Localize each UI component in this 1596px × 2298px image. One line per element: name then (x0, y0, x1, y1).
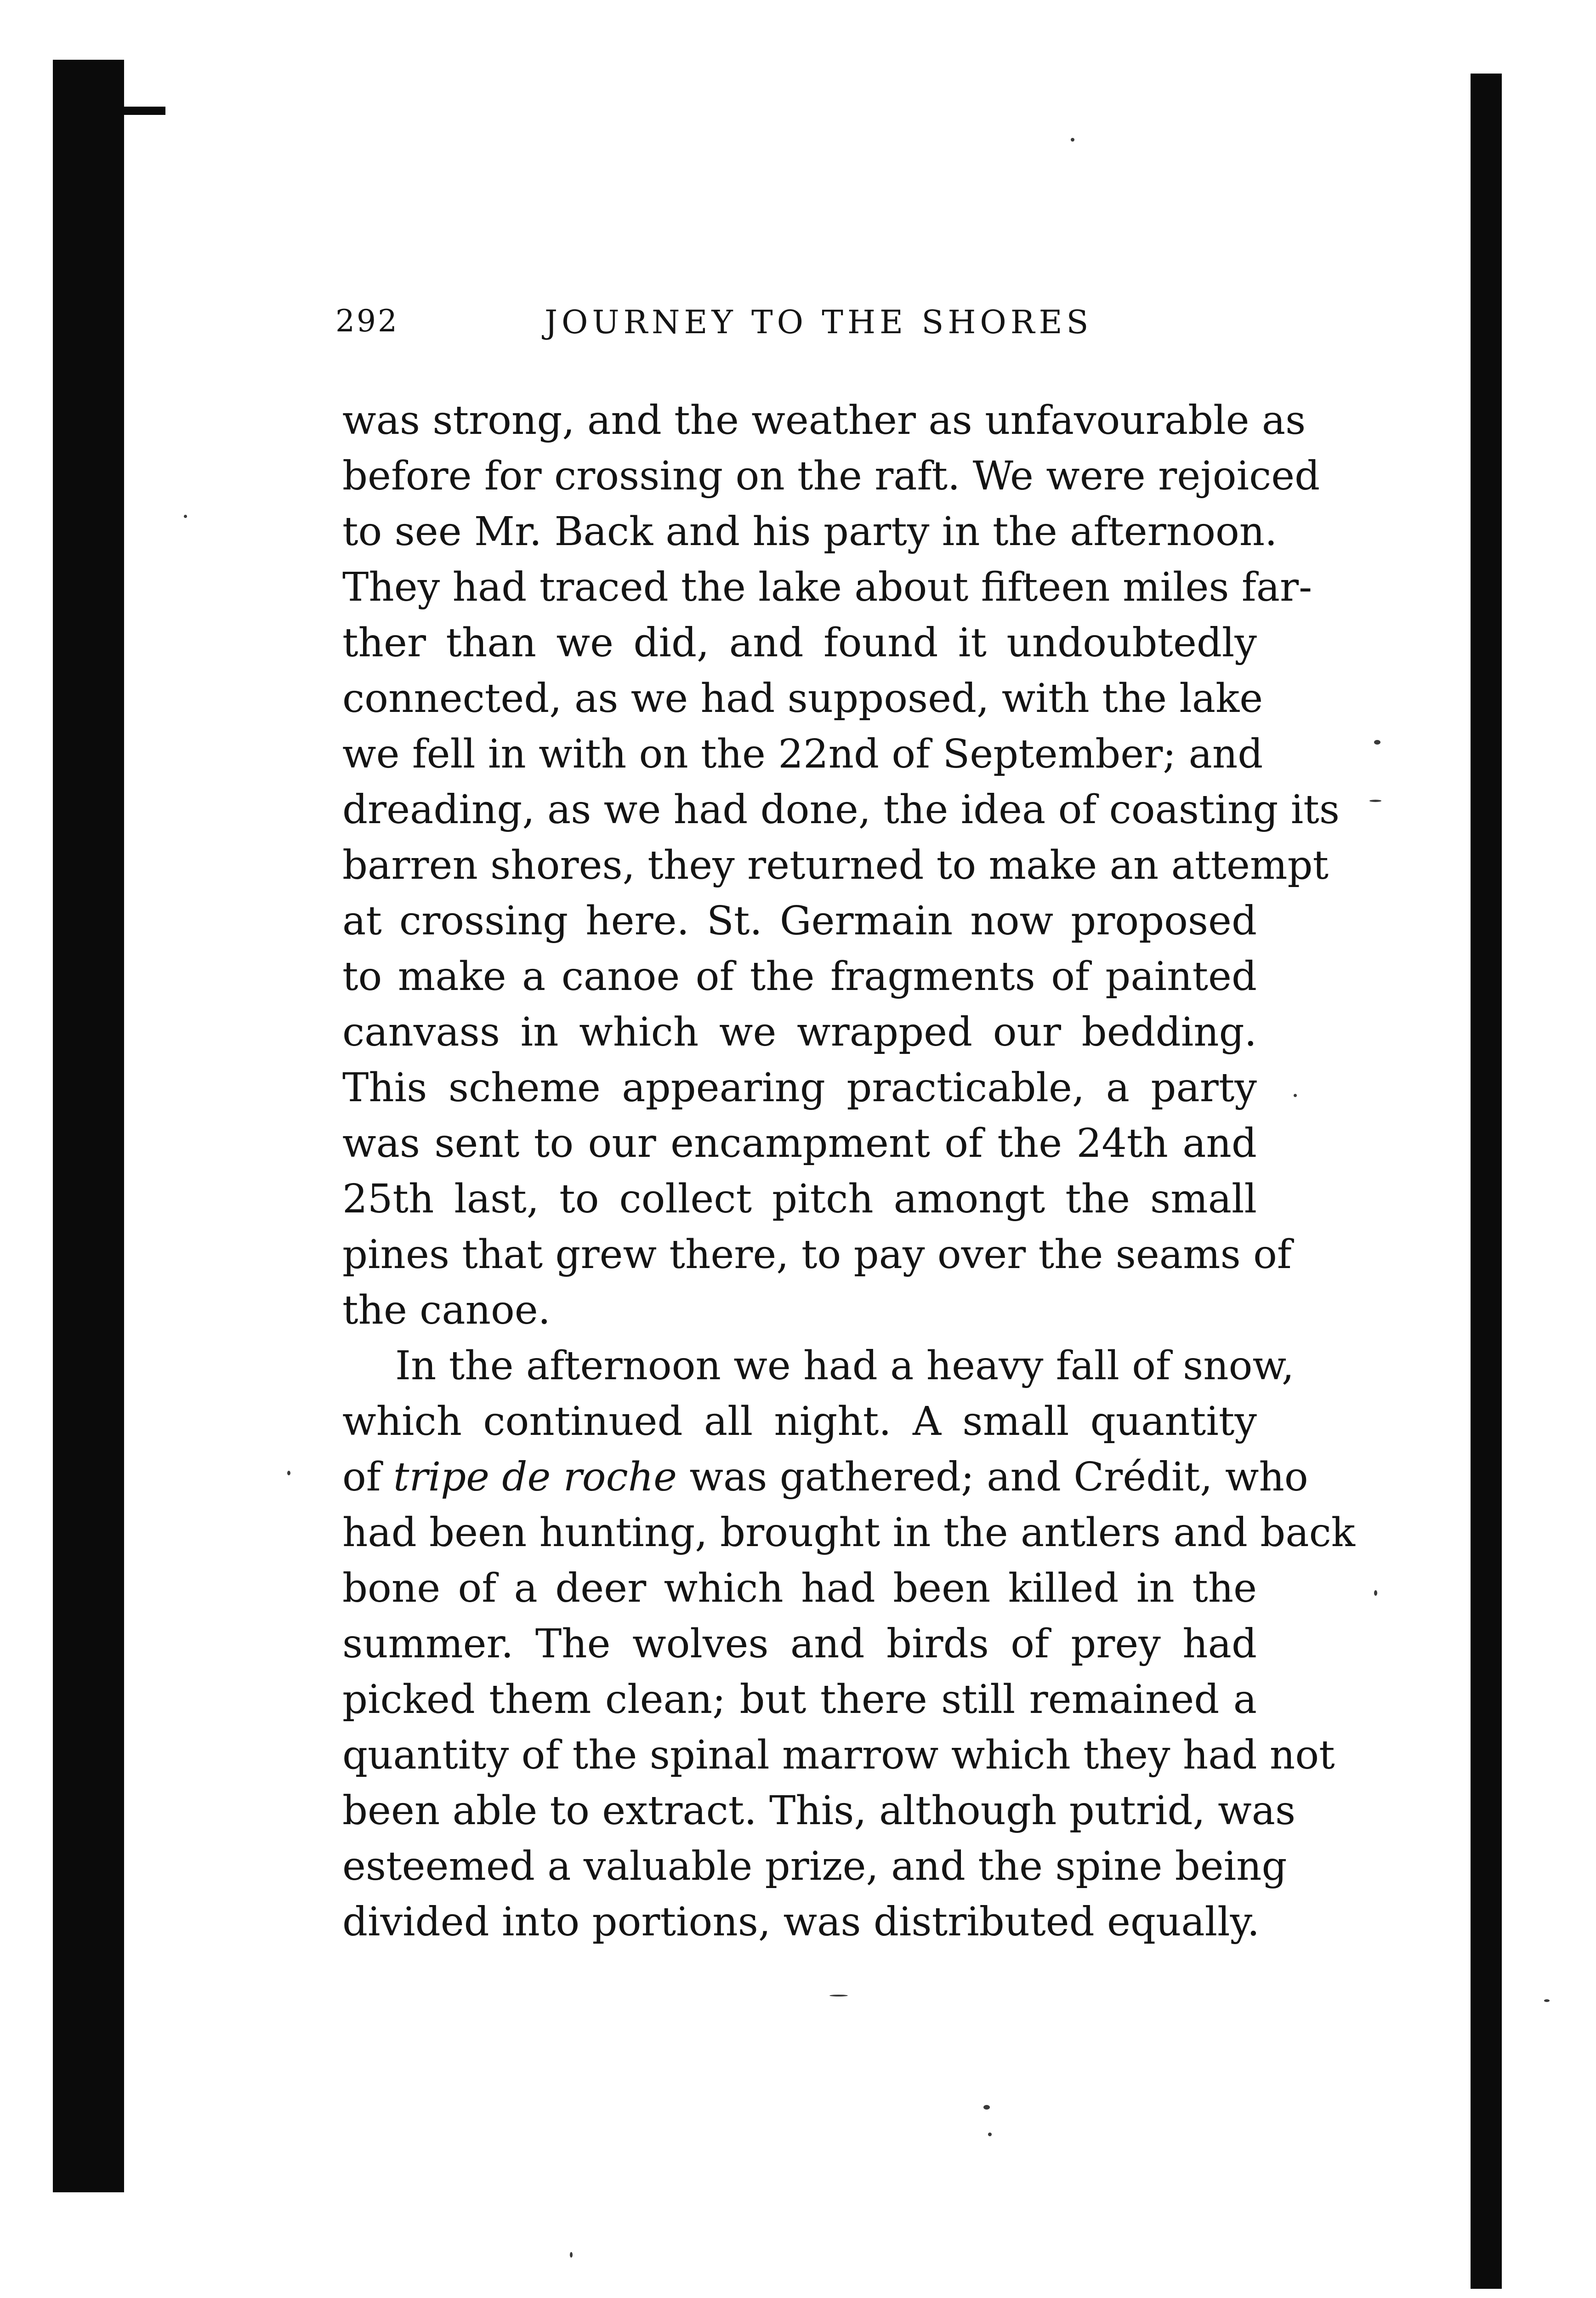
scan-speck (1374, 740, 1380, 745)
scan-speck (1369, 800, 1381, 802)
text-line: ther than we did, and found it undoubtedly (342, 620, 1257, 666)
scan-speck (184, 515, 187, 518)
text-line: to see Mr. Back and his party in the afternoon. (342, 509, 1278, 555)
text-line: They had traced the lake about fifteen miles far- (342, 564, 1312, 610)
scan-edge-right (1471, 74, 1502, 2289)
paragraph-start-line: In the afternoon we had a heavy fall of snow, (395, 1343, 1295, 1389)
scan-edge-left (53, 60, 124, 2192)
scan-speck (570, 2252, 573, 2258)
scan-edge-left-notch (122, 107, 165, 115)
scan-speck (1544, 1999, 1550, 2002)
text-line: 25th last, to collect pitch amongt the small (342, 1176, 1257, 1222)
text-line: dreading, as we had done, the idea of coasting its (342, 787, 1340, 833)
text-fragment: of (342, 1454, 393, 1500)
text-line-with-italic (342, 1450, 1308, 1505)
text-line: was sent to our encampment of the 24th and (342, 1121, 1257, 1166)
text-line: to make a canoe of the fragments of painted (342, 954, 1257, 1000)
text-line: was strong, and the weather as unfavourable as (342, 398, 1306, 444)
text-line: This scheme appearing practicable, a party (342, 1065, 1257, 1111)
scan-speck (829, 1995, 848, 1997)
text-line: summer. The wolves and birds of prey had (342, 1621, 1257, 1667)
text-line: canvass in which we wrapped our bedding. (342, 1009, 1257, 1055)
text-line: bone of a deer which had been killed in the (342, 1565, 1257, 1611)
text-line: pines that grew there, to pay over the seams of (342, 1232, 1292, 1278)
text-line: had been hunting, brought in the antlers and back (342, 1510, 1355, 1556)
text-line: esteemed a valuable prize, and the spine being (342, 1843, 1287, 1889)
text-line: connected, as we had supposed, with the lake (342, 676, 1263, 722)
scan-speck (1294, 1094, 1297, 1097)
text-line: quantity of the spinal marrow which they had not (342, 1732, 1335, 1778)
scan-speck (983, 2105, 990, 2110)
body-text (342, 393, 1355, 1950)
text-line: before for crossing on the raft. We were rejoiced (342, 453, 1320, 499)
text-line: barren shores, they returned to make an attempt (342, 842, 1329, 888)
text-line: been able to extract. This, although putrid, was (342, 1788, 1296, 1834)
text-line: we fell in with on the 22nd of September; and (342, 731, 1263, 777)
text-line: divided into portions, was distributed equally. (342, 1899, 1260, 1945)
text-line: which continued all night. A small quantity (342, 1399, 1257, 1445)
text-fragment: was gathered; and Crédit, who (677, 1454, 1308, 1500)
page-number: 292 (335, 303, 399, 339)
scan-speck (988, 2133, 992, 2136)
scan-speck (1374, 1590, 1377, 1596)
scan-speck (287, 1471, 290, 1475)
text-line: at crossing here. St. Germain now proposed (342, 898, 1257, 944)
running-head: JOURNEY TO THE SHORES (545, 303, 1093, 341)
page-header (335, 303, 1268, 349)
paragraph-end-line: the canoe. (342, 1287, 551, 1333)
italic-phrase: tripe de roche (393, 1454, 677, 1500)
text-line: picked them clean; but there still remained a (342, 1677, 1257, 1723)
scan-speck (1071, 138, 1074, 142)
